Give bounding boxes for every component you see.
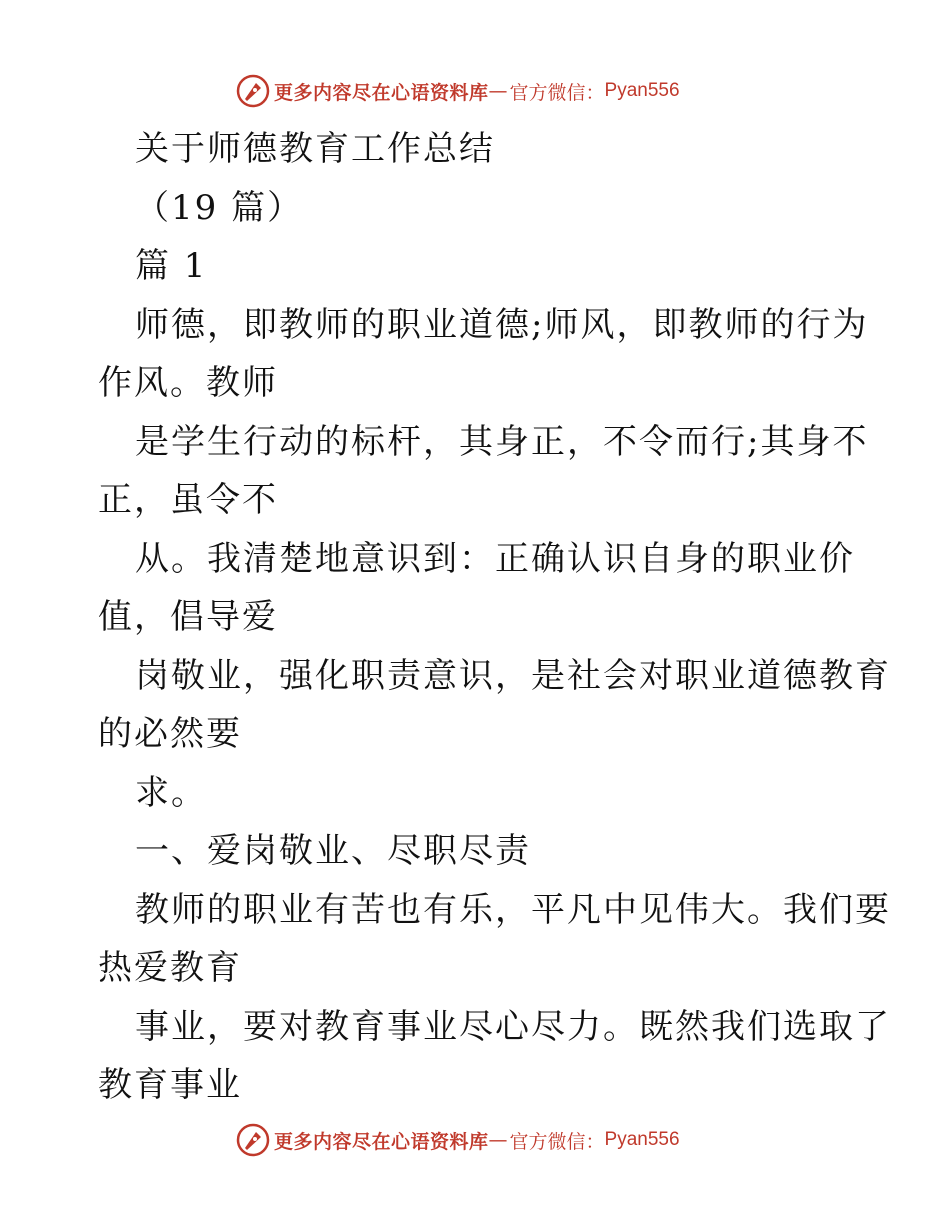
text-line: 教育事业 — [98, 1065, 242, 1105]
text-line: 篇 1 — [135, 246, 208, 286]
text-line: 岗敬业，强化职责意识，是社会对职业道德教育 — [135, 655, 891, 696]
banner-wechat-label: 官方微信： — [509, 1130, 605, 1153]
text-line: 教师的职业有苦也有乐，平凡中见伟大。我们要 — [135, 889, 891, 930]
text-line: 的必然要 — [98, 714, 242, 754]
banner-text: 更多内容尽在心语资料库 — [274, 81, 489, 104]
banner-wechat-id: Pyan556 — [604, 80, 680, 101]
text-line: 一、爱岗敬业、尽职尽责 — [135, 831, 531, 871]
document-body — [98, 120, 891, 1115]
banner-wechat-label: 官方微信： — [509, 81, 605, 104]
text-line: 是学生行动的标杆，其身正，不令而行;其身不 — [135, 421, 869, 462]
banner-dash: — — [488, 80, 508, 102]
text-line: 值，倡导爱 — [98, 597, 278, 637]
text-line: 正，虽令不 — [98, 480, 278, 520]
banner-wechat-id: Pyan556 — [604, 1129, 680, 1150]
text-line: 作风。教师 — [98, 363, 278, 403]
banner-dash: — — [488, 1129, 508, 1151]
banner-text: 更多内容尽在心语资料库 — [274, 1130, 489, 1153]
text-line: 师德，即教师的职业道德;师风，即教师的行为 — [135, 304, 869, 345]
text-line: 从。我清楚地意识到：正确认识自身的职业价 — [135, 538, 855, 579]
text-line: 事业，要对教育事业尽心尽力。既然我们选取了 — [135, 1006, 891, 1047]
footer-banner — [236, 1123, 680, 1157]
header-banner — [236, 74, 680, 108]
text-line: （19 篇） — [135, 187, 304, 228]
pen-nib-logo-icon — [236, 74, 270, 108]
text-line: 求。 — [135, 772, 207, 813]
document-title: 关于师德教育工作总结 — [135, 129, 495, 169]
pen-nib-logo-icon — [236, 1123, 270, 1157]
text-line: 热爱教育 — [98, 948, 242, 988]
